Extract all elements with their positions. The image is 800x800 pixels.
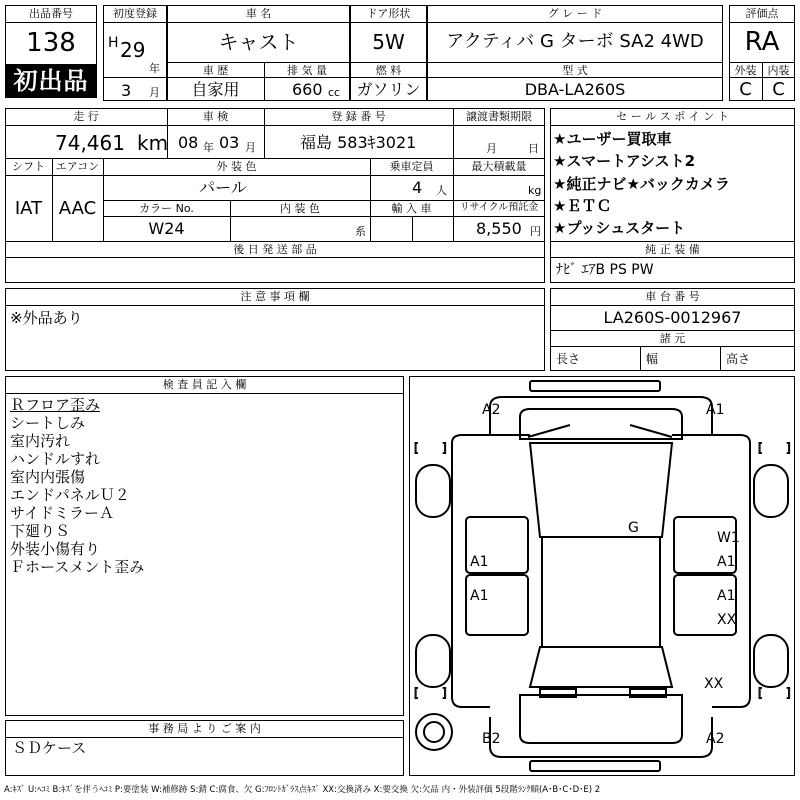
aircon: AAC xyxy=(58,198,97,219)
right-front-tire xyxy=(754,465,788,517)
reg-month-unit: 月 xyxy=(149,86,160,99)
equipment: ﾅﾋﾞ ｴｱB PS PW xyxy=(556,262,654,278)
mileage: 74,461 xyxy=(55,131,125,155)
inspector-item: 室内汚れ xyxy=(10,432,71,450)
recycle: 8,550 xyxy=(476,219,522,238)
mark-right-rear-door-x: XX xyxy=(717,612,737,628)
ext-grade-label: 外装 xyxy=(734,64,757,77)
chassis-label: 車 台 番 号 xyxy=(645,290,700,303)
color-no: W24 xyxy=(148,219,185,238)
trunk xyxy=(520,695,682,743)
spare-tire xyxy=(416,714,452,750)
svg-text:[: [ xyxy=(758,441,763,455)
right-rear-tire xyxy=(754,635,788,687)
load-label: 最大積載量 xyxy=(471,160,527,173)
inspector-item: ハンドルすれ xyxy=(10,450,101,468)
spare-tire-inner xyxy=(424,722,444,742)
grade-label: グ レ ー ド xyxy=(547,7,603,20)
model-code: DBA-LA260S xyxy=(524,80,626,99)
displacement-unit: cc xyxy=(328,86,341,99)
svg-text:]: ] xyxy=(786,686,791,700)
plate-label: 登 録 番 号 xyxy=(331,110,386,123)
legend-footer: A:ｷｽﾞ U:ﾍｺﾐ B:ｷｽﾞを伴うﾍｺﾐ P:要塗装 W:補修跡 S:錆 C:腐食、欠 G:ﾌﾛﾝﾄｶﾞﾗｽ点ｷｽﾞ XX:交換済み X:要交換 欠:欠品 内・外装評価 5段階ﾗﾝｸ順(A･B･C･D･E) 2 xyxy=(4,785,601,795)
insp-year-unit: 年 xyxy=(203,141,214,154)
notes-value: ※外品あり xyxy=(10,309,83,327)
load-unit: kg xyxy=(528,184,542,197)
lot-number: 138 xyxy=(26,28,76,58)
mark-right-front-door-top: W1 xyxy=(717,530,740,546)
lot-number-label: 出品番号 xyxy=(29,7,73,20)
capacity-label: 乗車定員 xyxy=(389,160,434,173)
sales-point-item: ★純正ナビ★バックカメラ xyxy=(553,174,730,193)
plate: 福島 583ｷ3021 xyxy=(300,133,417,152)
int-color-unit: 系 xyxy=(355,225,366,238)
insp-month-unit: 月 xyxy=(245,141,256,154)
recycle-unit: 円 xyxy=(530,225,541,238)
later-parts-label: 後 日 発 送 部 品 xyxy=(233,243,317,256)
color-no-label: カラー No. xyxy=(139,202,194,215)
fuel-label: 燃 料 xyxy=(375,64,402,77)
mark-roof: G xyxy=(628,520,639,536)
svg-text:]: ] xyxy=(442,441,447,455)
int-color-label: 内 装 色 xyxy=(280,202,320,215)
mirror-lines xyxy=(528,425,672,437)
door: 5W xyxy=(372,30,405,54)
transfer-month-unit: 月 xyxy=(486,142,497,155)
first-reg-label: 初度登録 xyxy=(113,7,157,20)
score: RA xyxy=(744,27,780,57)
mileage-label: 走 行 xyxy=(73,110,99,123)
notes-label: 注 意 事 項 欄 xyxy=(240,290,310,303)
transfer-label: 譲渡書類期限 xyxy=(466,110,532,123)
car-outline-svg xyxy=(410,377,794,775)
mark-rear-right: A2 xyxy=(706,731,725,747)
displacement: 660 xyxy=(292,80,323,99)
mark-right-rear-door: A1 xyxy=(717,588,736,604)
chassis-number: LA260S-0012967 xyxy=(603,308,742,327)
transfer-day-unit: 日 xyxy=(528,142,539,155)
model-name: キャスト xyxy=(218,30,299,54)
mark-rear-left: B2 xyxy=(482,731,501,747)
capacity: 4 xyxy=(412,178,423,197)
left-front-tire xyxy=(416,465,450,517)
rear-bumper xyxy=(490,717,712,757)
reg-year-unit: 年 xyxy=(149,62,160,75)
mark-right-front-door: A1 xyxy=(717,554,736,570)
door-label: ドア形状 xyxy=(366,7,411,20)
left-rear-tire xyxy=(416,635,450,687)
aircon-label: エアコン xyxy=(55,160,100,173)
shift: IAT xyxy=(14,198,43,219)
era: H xyxy=(108,35,119,51)
length-label: 長さ xyxy=(556,352,581,366)
inspector-item: サイドミラーＡ xyxy=(10,504,114,522)
rear-window xyxy=(530,647,672,687)
displacement-label: 排 気 量 xyxy=(287,64,327,77)
inspector-item: Ｒフロア歪み xyxy=(10,396,101,414)
grade: アクティバ G ターボ SA2 4WD xyxy=(446,31,704,52)
mark-left-rear-door: A1 xyxy=(470,588,489,604)
inspector-item: 室内内張傷 xyxy=(10,468,86,486)
sales-point-item: ★プッシュスタート xyxy=(553,219,686,238)
recycle-label: リサイクル預託金 xyxy=(459,202,539,213)
svg-text:[: [ xyxy=(758,686,763,700)
first-listing-badge: 初出品 xyxy=(5,65,97,98)
ext-grade: C xyxy=(739,79,752,100)
right-shoulder xyxy=(672,435,750,443)
import-label: 輸 入 車 xyxy=(391,202,432,215)
dims-label: 諸 元 xyxy=(659,332,686,345)
mark-right-quarter: XX xyxy=(704,676,724,692)
capacity-unit: 人 xyxy=(436,184,447,197)
model-name-label: 車 名 xyxy=(245,7,272,20)
mark-front-left: A2 xyxy=(482,402,501,418)
left-rear-door xyxy=(466,575,528,635)
inspector-item: エンドパネルＵ２ xyxy=(10,486,130,504)
color-label: 外 装 色 xyxy=(216,160,257,173)
hood xyxy=(520,409,682,439)
svg-text:]: ] xyxy=(786,441,791,455)
insp-month: 03 xyxy=(219,133,240,152)
car-diagram xyxy=(409,376,795,776)
rear-bumper-strip xyxy=(530,761,660,771)
model-code-label: 型 式 xyxy=(562,64,588,77)
inspector-item: 外装小傷有り xyxy=(10,540,101,558)
reg-month: 3 xyxy=(121,81,132,100)
svg-text:[: [ xyxy=(414,686,419,700)
width-label: 幅 xyxy=(646,352,659,366)
mark-left-front-door: A1 xyxy=(470,554,489,570)
history-label: 車 歴 xyxy=(202,64,229,77)
inspector-item: シートしみ xyxy=(10,414,86,432)
score-label: 評価点 xyxy=(745,7,779,20)
office-value: ＳＤケース xyxy=(12,739,87,757)
inspection-label: 車 検 xyxy=(202,110,229,123)
office-label: 事 務 局 よ り ご 案 内 xyxy=(148,722,261,735)
reg-year: 29 xyxy=(120,38,146,62)
equipment-label: 純 正 装 備 xyxy=(645,243,700,256)
sales-point-item: ★ユーザー買取車 xyxy=(553,130,672,148)
height-label: 高さ xyxy=(726,352,751,366)
inspector-label: 検 査 員 記 入 欄 xyxy=(162,378,247,391)
mileage-unit: km xyxy=(137,131,169,155)
inspector-item: Ｆホースメント歪み xyxy=(10,558,145,576)
sales-point-item: ★ＥＴＣ xyxy=(553,196,612,215)
int-grade-label: 内装 xyxy=(767,64,790,77)
inspector-item: 下廻りＳ xyxy=(10,522,71,540)
fuel: ガソリン xyxy=(356,80,421,99)
svg-text:[: [ xyxy=(414,441,419,455)
insp-year: 08 xyxy=(178,133,199,152)
sales-points-label: セ ー ル ス ポ イ ン ト xyxy=(616,110,729,123)
mark-front-right: A1 xyxy=(706,402,725,418)
left-shoulder xyxy=(452,435,530,443)
int-grade: C xyxy=(772,79,785,100)
front-bumper xyxy=(490,397,712,435)
svg-text:]: ] xyxy=(442,686,447,700)
shift-label: シフト xyxy=(12,160,45,173)
front-bumper-strip xyxy=(530,381,660,391)
sales-point-item: ★スマートアシスト2 xyxy=(553,152,696,171)
color: パール xyxy=(199,178,247,197)
front-windshield xyxy=(530,443,672,537)
inspector-list xyxy=(10,396,144,576)
history: 自家用 xyxy=(191,80,240,99)
roof xyxy=(542,537,660,647)
sales-points-list xyxy=(553,128,793,239)
